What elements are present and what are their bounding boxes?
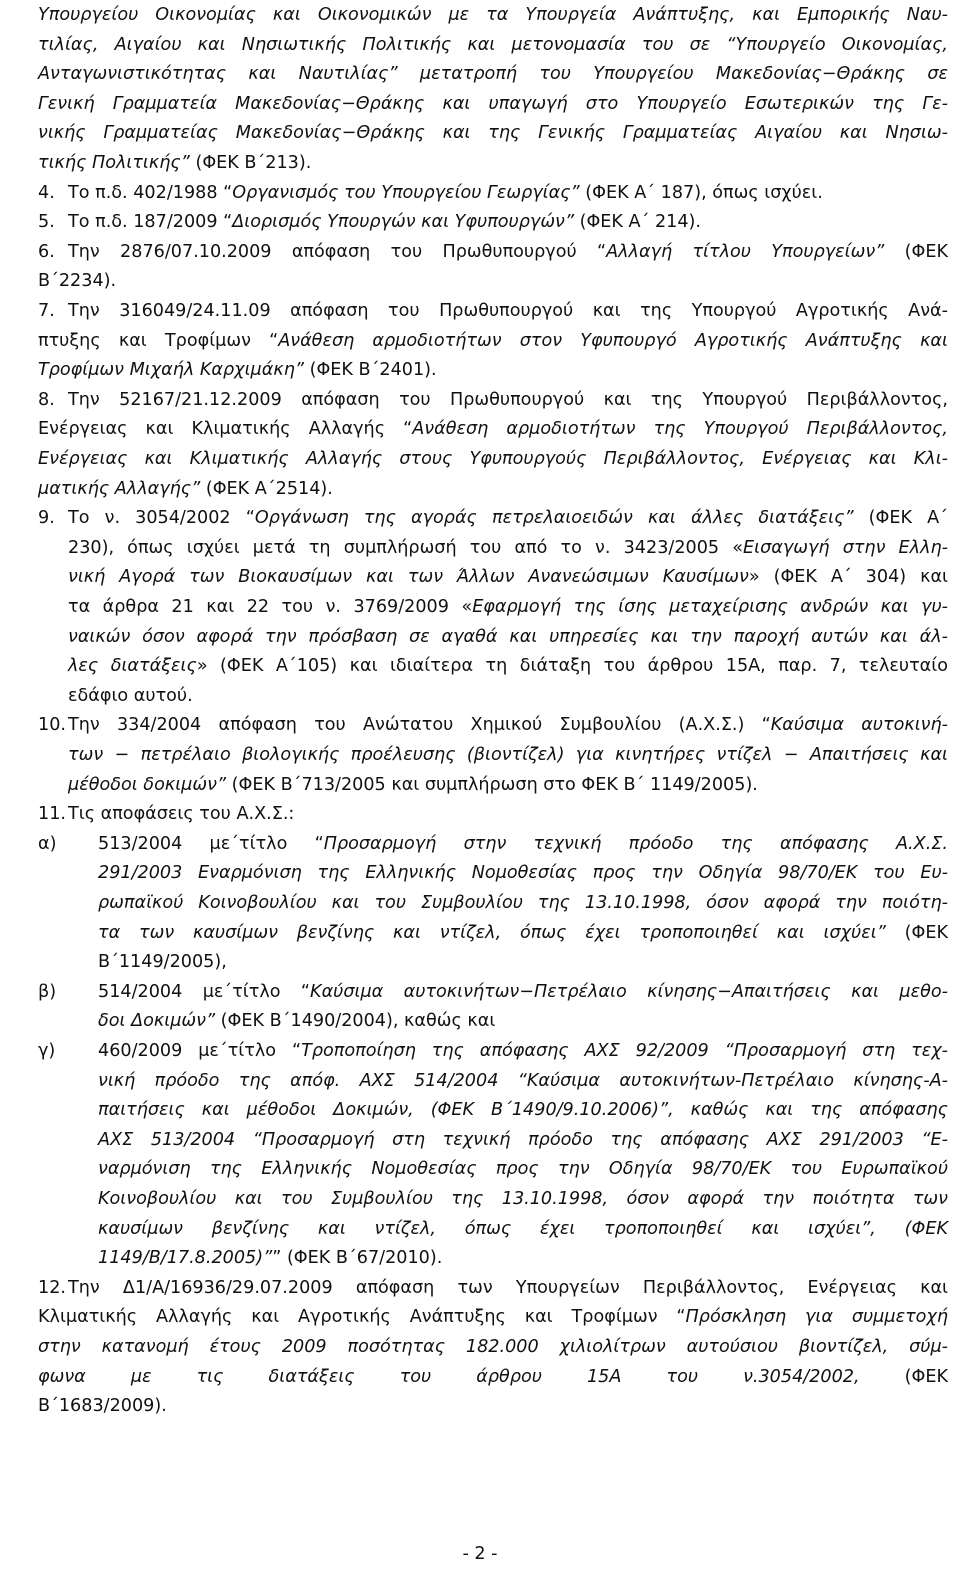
- italic-text: ναικών όσον αφορά την πρόσβαση σε αγαθά και υπηρεσίες και την παροχή αυτών και άλ-: [68, 626, 948, 647]
- text-run: 460/2009 με΄τίτλο “: [98, 1041, 302, 1061]
- italic-text: ματικής Αλλαγής”: [38, 478, 201, 499]
- text-line: [98, 1068, 948, 1095]
- text-line: [98, 949, 227, 976]
- text-line: [38, 1364, 948, 1391]
- italic-text: Ανάθεση αρμοδιοτήτων στον Υφυπουργό Αγροτικής Ανάπτυξης και: [278, 330, 948, 351]
- text-line: [38, 357, 437, 384]
- italic-text: Οργάνωση της αγοράς πετρελαιοειδών και άλλες διατάξεις”: [254, 508, 854, 529]
- italic-text: Διορισμός Υπουργών και Υφυπουργών”: [232, 212, 574, 233]
- text-run: Τις αποφάσεις του Α.Χ.Σ.:: [68, 804, 295, 825]
- text-line: [38, 91, 948, 118]
- text-line: [98, 1097, 948, 1124]
- text-run: (ΦΕΚ Α΄ 187), όπως ισχύει.: [579, 182, 823, 203]
- text-run: (ΦΕΚ Α΄ 214).: [574, 212, 702, 233]
- italic-text: Καύσιμα αυτοκινή-: [770, 715, 948, 736]
- item-number: 4.: [38, 182, 55, 203]
- text-line: [68, 239, 948, 266]
- text-run: ” (ΦΕΚ Β΄67/2010).: [272, 1248, 443, 1269]
- italic-text: Πρόσκληση για συμμετοχή: [685, 1307, 948, 1328]
- text-run: Β΄1683/2009).: [38, 1396, 167, 1417]
- text-line: [98, 860, 948, 887]
- italic-text: νική πρόοδο της απόφ. ΑΧΣ 514/2004 “Καύσιμα αυτοκινήτων-Πετρέλαιο κίνησης-Α-: [98, 1070, 948, 1091]
- italic-text: νική Αγορά των Βιοκαυσίμων και των Άλλων Ανανεώσιμων Καυσίμων: [68, 567, 749, 588]
- item-number: 6.: [38, 241, 55, 262]
- text-line: [68, 594, 948, 621]
- italic-text: ρωπαϊκού Κοινοβουλίου και του Συμβουλίου της 13.10.1998, όσον αφορά την ποιότη-: [98, 893, 948, 913]
- text-line: [68, 209, 701, 236]
- italic-text: μέθοδοι δοκιμών”: [68, 774, 227, 795]
- text-run: Την 2876/07.10.2009 απόφαση του Πρωθυπουργού “: [68, 241, 607, 262]
- text-line: [38, 446, 948, 473]
- text-line: [68, 801, 294, 828]
- text-run: Κλιματικής Αλλαγής και Αγροτικής Ανάπτυξης και Τροφίμων “: [38, 1307, 686, 1328]
- italic-text: λες διατάξεις: [68, 656, 197, 677]
- text-line: [38, 416, 948, 443]
- text-line: [68, 712, 948, 739]
- italic-text: Ανάθεση αρμοδιοτήτων της Υπουργού Περιβάλλοντος,: [412, 419, 948, 440]
- text-run: Την 334/2004 απόφαση του Ανώτατου Χημικού Συμβουλίου (Α.Χ.Σ.) “: [68, 715, 771, 736]
- text-run: Την 316049/24.11.09 απόφαση του Πρωθυπουργού και της Υπουργού Αγροτικής Ανά-: [68, 301, 948, 321]
- text-run: (ΦΕΚ Α΄2514).: [200, 478, 333, 499]
- text-line: [98, 890, 948, 917]
- text-line: [98, 1008, 495, 1035]
- italic-text: τα των καυσίμων βενζίνης και ντίζελ, όπως έχει τροποποιηθεί και ισχύει”: [98, 922, 886, 943]
- italic-text: Οργανισμός του Υπουργείου Γεωργίας”: [232, 182, 580, 203]
- italic-text: Προσαρμογή στην τεχνική πρόοδο της απόφασης Α.Χ.Σ.: [323, 833, 948, 854]
- italic-text: ΑΧΣ 513/2004 “Προσαρμογή στη τεχνική πρόοδο της απόφασης ΑΧΣ 291/2003 “Ε-: [98, 1129, 948, 1150]
- text-line: [98, 1038, 948, 1065]
- text-line: [38, 32, 948, 59]
- text-line: [38, 1393, 167, 1420]
- text-run: 514/2004 με΄τίτλο “: [98, 981, 311, 1002]
- text-line: [68, 180, 823, 207]
- text-line: [98, 979, 948, 1006]
- text-line: [98, 1156, 948, 1183]
- text-line: [68, 653, 948, 680]
- italic-text: των − πετρέλαιο βιολογικής προέλευσης (βιοντίζελ) για κινητήρες ντίζελ − Απαιτήσεις και: [68, 745, 948, 765]
- italic-text: νικής Γραμματείας Μακεδονίας−Θράκης και της Γενικής Γραμματείας Αιγαίου και Νησιω-: [38, 123, 948, 144]
- text-run: Β΄2234).: [38, 271, 117, 292]
- text-run: (ΦΕΚ: [859, 1366, 948, 1387]
- text-line: [38, 268, 116, 295]
- text-line: [38, 1304, 948, 1331]
- text-run: Το π.δ. 187/2009 “: [68, 212, 233, 233]
- item-number: 7.: [38, 301, 55, 321]
- italic-text: 1149/Β/17.8.2005)”: [98, 1248, 273, 1269]
- italic-text: παιτήσεις και μέθοδοι Δοκιμών, (ΦΕΚ Β΄1490/9.10.2006)”, καθώς και της απόφασης: [98, 1100, 948, 1121]
- text-run: τα άρθρα 21 και 22 του ν. 3769/2009 «: [68, 597, 473, 617]
- italic-text: Τροφίμων Μιχαήλ Καρχιμάκη”: [38, 360, 304, 381]
- text-line: [38, 1334, 948, 1361]
- text-line: [38, 476, 333, 503]
- text-run: (ΦΕΚ Β΄213).: [189, 153, 312, 173]
- subitem-letter: β): [38, 981, 57, 1002]
- item-number: 5.: [38, 212, 55, 233]
- text-run: Την 52167/21.12.2009 απόφαση του Πρωθυπουργού και της Υπουργού Περιβάλλοντος,: [68, 389, 948, 410]
- italic-text: Ενέργειας και Κλιματικής Αλλαγής στους Υφυπουργούς Περιβάλλοντος, Ενέργειας και Κλι-: [38, 449, 948, 469]
- text-line: [38, 61, 948, 88]
- text-run: » (ΦΕΚ Α΄105) και ιδιαίτερα τη διάταξη του άρθρου 15Α, παρ. 7, τελευταίο: [196, 656, 948, 677]
- item-number: 12.: [38, 1277, 66, 1298]
- text-line: [68, 742, 948, 769]
- text-line: [68, 298, 948, 325]
- italic-text: Εφαρμογή της ίσης μεταχείρισης ανδρών και γυ-: [472, 597, 948, 617]
- text-line: [68, 624, 948, 651]
- subitem-letter: γ): [38, 1041, 56, 1061]
- italic-text: Τροποποίηση της απόφασης ΑΧΣ 92/2009 “Προσαρμογή στη τεχ-: [301, 1041, 948, 1061]
- text-run: (ΦΕΚ: [884, 241, 948, 262]
- italic-text: Εισαγωγή στην Ελλη-: [743, 537, 948, 558]
- text-line: [98, 1127, 948, 1154]
- italic-text: καυσίμων βενζίνης και ντίζελ, όπως έχει τροποποιηθεί και ισχύει”, (ΦΕΚ: [98, 1218, 948, 1239]
- text-line: [38, 328, 948, 355]
- text-line: [98, 831, 948, 858]
- text-line: [38, 2, 948, 29]
- text-run: εδάφιο αυτού.: [68, 685, 193, 706]
- italic-text: τικής Πολιτικής”: [38, 153, 190, 173]
- italic-text: Αλλαγή τίτλου Υπουργείων”: [606, 241, 885, 262]
- text-line: [68, 387, 948, 414]
- text-run: πτυξης και Τροφίμων “: [38, 330, 279, 351]
- subitem-letter: α): [38, 833, 57, 854]
- italic-text: δοι Δοκιμών”: [98, 1011, 216, 1032]
- italic-text: Καύσιμα αυτοκινήτων−Πετρέλαιο κίνησης−Απαιτήσεις και μεθο-: [310, 981, 948, 1002]
- text-run: (ΦΕΚ Β΄2401).: [303, 360, 437, 381]
- italic-text: στην κατανομή έτους 2009 ποσότητας 182.000 χιλιολίτρων αυτούσιου βιοντίζελ, σύμ-: [38, 1337, 948, 1357]
- text-run: Την Δ1/Α/16936/29.07.2009 απόφαση των Υπουργείων Περιβάλλοντος, Ενέργειας και: [68, 1277, 948, 1298]
- text-run: Το π.δ. 402/1988 “: [68, 182, 233, 203]
- text-run: Ενέργειας και Κλιματικής Αλλαγής “: [38, 419, 413, 440]
- text-run: 513/2004 με΄τίτλο “: [98, 833, 324, 854]
- item-number: 11.: [38, 804, 66, 825]
- italic-text: Κοινοβουλίου και του Συμβουλίου της 13.10.1998, όσον αφορά την ποιότητα των: [98, 1189, 948, 1209]
- italic-text: 291/2003 Εναρμόνιση της Ελληνικής Νομοθεσίας προς την Οδηγία 98/70/ΕΚ του Ευ-: [98, 863, 948, 884]
- italic-text: φωνα με τις διατάξεις του άρθρου 15Α του ν.3054/2002,: [38, 1366, 860, 1387]
- italic-text: ναρμόνιση της Ελληνικής Νομοθεσίας προς την Οδηγία 98/70/ΕΚ του Ευρωπαϊκού: [98, 1159, 948, 1180]
- text-line: [98, 920, 948, 947]
- item-number: 8.: [38, 389, 55, 410]
- text-run: 230), όπως ισχύει μετά τη συμπλήρωσή του από το ν. 3423/2005 «: [68, 537, 744, 558]
- text-run: (ΦΕΚ: [885, 922, 948, 943]
- italic-text: Ανταγωνιστικότητας και Ναυτιλίας” μετατροπή του Υπουργείου Μακεδονίας−Θράκης σε: [38, 64, 948, 85]
- page-number: - 2 -: [462, 1544, 498, 1564]
- italic-text: Υπουργείου Οικονομίας και Οικονομικών με τα Υπουργεία Ανάπτυξης, και Εμπορικής Ναυ-: [38, 5, 948, 25]
- text-line: [68, 683, 193, 710]
- italic-text: τιλίας, Αιγαίου και Νησιωτικής Πολιτικής και μετονομασία του σε “Υπουργείο Οικονομίας,: [38, 34, 948, 55]
- text-line: [98, 1216, 948, 1243]
- text-run: Το ν. 3054/2002 “: [68, 508, 255, 529]
- text-run: (ΦΕΚ Α΄: [853, 508, 948, 529]
- text-run: (ΦΕΚ Β΄713/2005 και συμπλήρωση στο ΦΕΚ Β΄ 1149/2005).: [226, 774, 758, 795]
- text-run: (ΦΕΚ Β΄1490/2004), καθώς και: [215, 1011, 496, 1032]
- italic-text: Γενική Γραμματεία Μακεδονίας−Θράκης και υπαγωγή στο Υπουργείο Εσωτερικών της Γε-: [38, 93, 948, 114]
- text-line: [38, 120, 948, 147]
- text-line: [38, 150, 311, 177]
- text-line: [68, 505, 948, 532]
- text-run: Β΄1149/2005),: [98, 952, 227, 973]
- text-line: [68, 1275, 948, 1302]
- text-run: » (ΦΕΚ Α΄ 304) και: [748, 567, 948, 588]
- text-line: [68, 772, 758, 799]
- text-line: [98, 1245, 442, 1272]
- text-line: [98, 1186, 948, 1213]
- item-number: 10.: [38, 715, 66, 736]
- item-number: 9.: [38, 508, 55, 529]
- text-line: [68, 564, 948, 591]
- text-line: [68, 535, 948, 562]
